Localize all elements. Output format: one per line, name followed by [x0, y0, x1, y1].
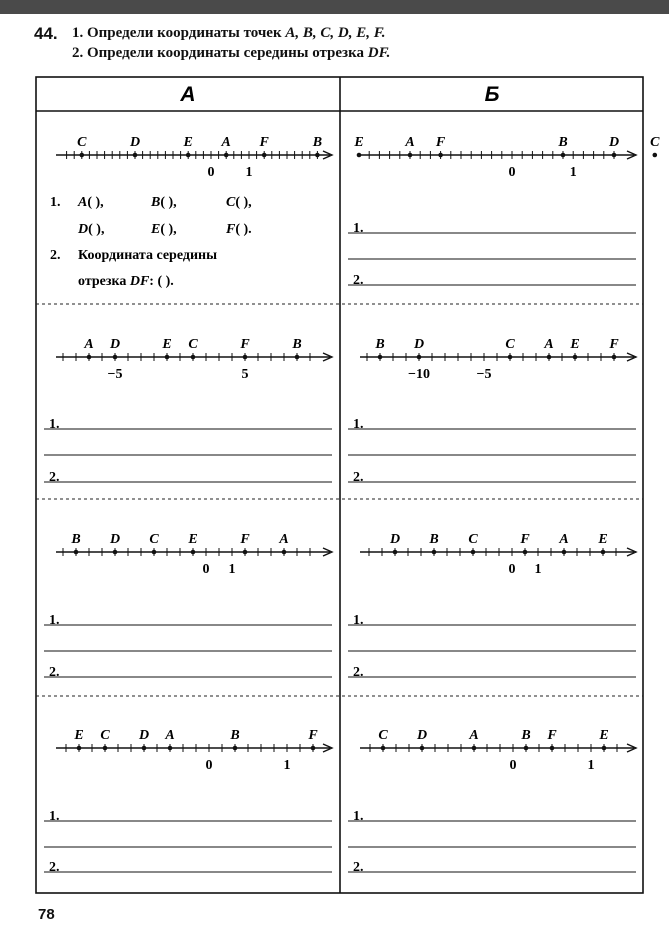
answer-lines-1b: [348, 221, 636, 288]
answer-lines-3b: [348, 613, 636, 680]
answer-b-blank: ( ),: [160, 195, 177, 210]
coordinate-label: 1: [245, 165, 253, 180]
coordinate-label: 5: [241, 367, 249, 382]
point-d-dot: [142, 746, 147, 751]
number-line-1b: [353, 135, 660, 180]
point-e-label: E: [183, 135, 193, 150]
answer-f-blank: ( ).: [235, 222, 252, 237]
point-f-dot: [438, 153, 443, 158]
point-c-dot: [381, 746, 386, 751]
point-e-dot: [77, 746, 82, 751]
point-a-label: A: [279, 532, 289, 547]
task-instruction-2-text: 2. Определи координаты середины отрезка: [72, 45, 368, 61]
point-c-dot: [191, 355, 196, 360]
point-d-dot: [133, 153, 138, 158]
point-b-dot: [74, 550, 79, 555]
exercise-1a-answers: [50, 195, 252, 289]
answer-lines-3a: [44, 613, 332, 680]
point-a-dot: [224, 153, 229, 158]
point-a-label: A: [544, 337, 554, 352]
answer-label-2: 2.: [49, 470, 60, 485]
answer-label-2: 2.: [49, 860, 60, 875]
point-f-label: F: [520, 532, 530, 547]
point-b-dot: [432, 550, 437, 555]
point-a-label: A: [469, 728, 479, 743]
point-c-dot: [653, 153, 658, 158]
point-c-label: C: [505, 337, 515, 352]
point-a-dot: [408, 153, 413, 158]
point-a-label: A: [559, 532, 569, 547]
coordinate-label: 0: [205, 758, 213, 773]
answer-d-blank: ( ),: [88, 222, 105, 237]
answer-a: [77, 195, 104, 210]
point-b-label: B: [429, 532, 439, 547]
point-c-label: C: [650, 135, 660, 150]
point-c-label: C: [188, 337, 198, 352]
number-line-2a: [56, 337, 332, 382]
point-a-label: A: [84, 337, 94, 352]
midpoint-question-segment: DF: [129, 274, 150, 289]
answer-lines-2b: [348, 417, 636, 485]
point-e-label: E: [570, 337, 580, 352]
point-d-dot: [420, 746, 425, 751]
point-d-label: D: [129, 135, 141, 150]
point-e-label: E: [354, 135, 364, 150]
point-c-label: C: [77, 135, 87, 150]
point-e-label: E: [599, 728, 609, 743]
point-b-label: B: [558, 135, 568, 150]
point-b-dot: [378, 355, 383, 360]
point-c-label: C: [149, 532, 159, 547]
number-line-3b: [360, 532, 636, 577]
point-e-dot: [573, 355, 578, 360]
coordinate-label: 0: [509, 758, 517, 773]
answer-e-letter: E: [151, 222, 161, 237]
point-f-dot: [612, 355, 617, 360]
answer-b-letter: B: [151, 195, 161, 210]
point-a-dot: [282, 550, 287, 555]
answer-label-1: 1.: [353, 809, 364, 824]
point-f-dot: [262, 153, 267, 158]
answer-f: [225, 222, 252, 237]
answer-label-2: 2.: [353, 860, 364, 875]
coordinate-label: 0: [207, 165, 215, 180]
point-e-dot: [191, 550, 196, 555]
coordinate-label: 1: [283, 758, 291, 773]
point-c-label: C: [378, 728, 388, 743]
coordinate-label: −10: [408, 367, 430, 382]
point-c-dot: [80, 153, 85, 158]
answer-d: [77, 222, 104, 237]
coordinate-label: 1: [587, 758, 595, 773]
answer-c-letter: C: [226, 195, 236, 210]
point-f-label: F: [435, 135, 446, 150]
coordinate-label: 0: [508, 165, 516, 180]
point-f-dot: [550, 746, 555, 751]
number-line-4b: [360, 728, 636, 773]
point-d-label: D: [109, 337, 121, 352]
point-d-dot: [393, 550, 398, 555]
page-number: 78: [38, 906, 55, 923]
number-line-4a: [56, 728, 332, 773]
point-a-dot: [168, 746, 173, 751]
task-number: 44.: [34, 24, 58, 43]
point-a-label: A: [165, 728, 175, 743]
answer-lines-2a: [44, 417, 332, 485]
number-line-2b: [360, 337, 636, 382]
point-e-dot: [602, 746, 607, 751]
point-f-label: F: [259, 135, 269, 150]
answer-a-letter: A: [78, 195, 88, 210]
point-f-label: F: [547, 728, 557, 743]
point-f-label: F: [308, 728, 318, 743]
point-e-dot: [186, 153, 191, 158]
answer-label-1: 1.: [353, 221, 364, 236]
point-b-label: B: [230, 728, 240, 743]
coordinate-label: 1: [228, 562, 236, 577]
point-f-label: F: [240, 337, 250, 352]
answer-label-1: 1.: [353, 417, 364, 432]
point-b-dot: [295, 355, 300, 360]
point-e-dot: [165, 355, 170, 360]
midpoint-question-line2: [78, 274, 174, 289]
midpoint-question-suffix: : ( ).: [149, 274, 174, 289]
point-b-dot: [524, 746, 529, 751]
point-c-dot: [103, 746, 108, 751]
item-1-number: 1.: [50, 195, 61, 210]
task-instruction-1-points: A, B, C, D, E, F.: [285, 25, 386, 41]
point-d-label: D: [608, 135, 620, 150]
point-b-dot: [561, 153, 566, 158]
answer-d-letter: D: [78, 222, 89, 237]
point-f-dot: [243, 550, 248, 555]
answer-label-1: 1.: [49, 613, 60, 628]
point-f-dot: [523, 550, 528, 555]
point-a-dot: [472, 746, 477, 751]
answer-lines-4a: [44, 809, 332, 875]
point-c-dot: [152, 550, 157, 555]
answer-label-1: 1.: [49, 417, 60, 432]
answer-f-letter: F: [226, 222, 236, 237]
point-f-dot: [311, 746, 316, 751]
answer-b: [150, 195, 177, 210]
point-e-dot: [601, 550, 606, 555]
point-a-label: A: [405, 135, 415, 150]
point-a-dot: [87, 355, 92, 360]
number-line-1a: [56, 135, 332, 180]
point-d-label: D: [416, 728, 428, 743]
point-e-label: E: [188, 532, 198, 547]
point-b-label: B: [521, 728, 531, 743]
column-header-b: Б: [484, 83, 500, 106]
column-header-a: А: [180, 83, 196, 106]
point-c-dot: [508, 355, 513, 360]
point-f-label: F: [609, 337, 619, 352]
point-b-label: B: [375, 337, 385, 352]
task-instruction-1-text: 1. Определи координаты точек: [72, 25, 286, 41]
answer-label-2: 2.: [353, 470, 364, 485]
coordinate-label: −5: [107, 367, 123, 382]
point-e-label: E: [162, 337, 172, 352]
point-b-label: B: [292, 337, 302, 352]
point-d-dot: [612, 153, 617, 158]
point-a-dot: [547, 355, 552, 360]
answer-label-1: 1.: [353, 613, 364, 628]
midpoint-question-prefix: отрезка: [78, 274, 130, 289]
point-b-dot: [315, 153, 320, 158]
point-f-label: F: [240, 532, 250, 547]
coordinate-label: 0: [508, 562, 516, 577]
coordinate-label: 1: [569, 165, 577, 180]
point-b-label: B: [71, 532, 81, 547]
answer-label-2: 2.: [353, 273, 364, 288]
answer-label-1: 1.: [49, 809, 60, 824]
answer-e-blank: ( ),: [160, 222, 177, 237]
number-line-3a: [56, 532, 332, 577]
answer-e: [150, 222, 177, 237]
coordinate-label: 1: [534, 562, 542, 577]
point-e-dot: [357, 153, 362, 158]
task-instruction-2-segment: DF.: [367, 45, 391, 61]
point-e-label: E: [598, 532, 608, 547]
point-c-label: C: [468, 532, 478, 547]
answer-lines-4b: [348, 809, 636, 875]
point-f-dot: [243, 355, 248, 360]
point-c-label: C: [100, 728, 110, 743]
midpoint-question-line1: Координата середины: [78, 248, 218, 263]
point-a-dot: [562, 550, 567, 555]
point-d-label: D: [389, 532, 401, 547]
item-2-number: 2.: [50, 248, 61, 263]
point-d-label: D: [413, 337, 425, 352]
point-e-label: E: [74, 728, 84, 743]
point-d-label: D: [109, 532, 121, 547]
answer-c: [226, 195, 252, 210]
answer-a-blank: ( ),: [87, 195, 104, 210]
answer-label-2: 2.: [49, 665, 60, 680]
point-d-dot: [113, 550, 118, 555]
point-d-dot: [113, 355, 118, 360]
point-a-label: A: [221, 135, 231, 150]
point-b-label: B: [312, 135, 323, 150]
answer-label-2: 2.: [353, 665, 364, 680]
point-c-dot: [471, 550, 476, 555]
coordinate-label: −5: [476, 367, 492, 382]
point-b-dot: [233, 746, 238, 751]
point-d-label: D: [138, 728, 150, 743]
answer-c-blank: ( ),: [235, 195, 252, 210]
point-d-dot: [417, 355, 422, 360]
coordinate-label: 0: [202, 562, 210, 577]
